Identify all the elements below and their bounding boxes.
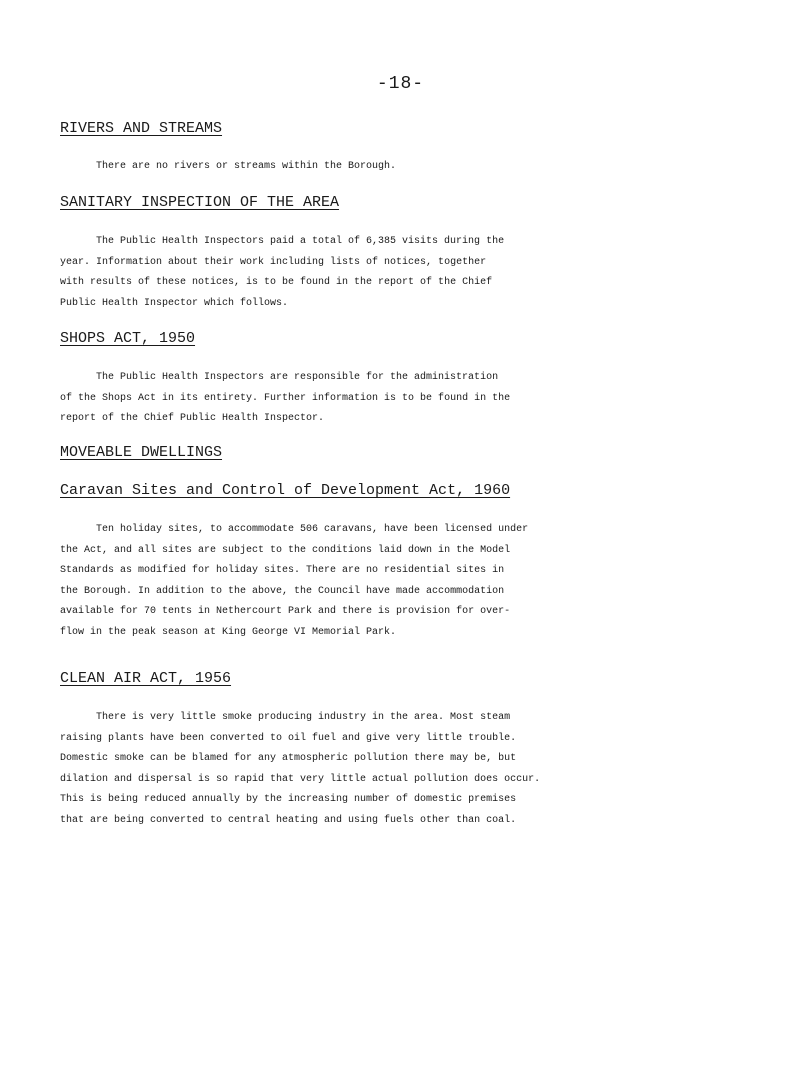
paragraph-line: the Act, and all sites are subject to the conditions laid down in the Model (60, 544, 511, 556)
paragraph-sanitary (60, 232, 800, 314)
paragraph-line: The Public Health Inspectors paid a total of 6,385 visits during the (96, 236, 505, 247)
paragraph-line: with results of these notices, is to be found in the report of the Chief (60, 277, 493, 288)
paragraph-line: dilation and dispersal is so rapid that very little actual pollution does occur. (60, 773, 541, 785)
paragraph-line: The Public Health Inspectors are responsible for the administration (96, 372, 499, 383)
heading-clean-air-act: CLEAN AIR ACT, 1956 (60, 670, 232, 687)
paragraph-line: available for 70 tents in Nethercourt Park and there is provision for over- (60, 606, 511, 617)
paragraph-line: There is very little smoke producing industry in the area. Most steam (96, 712, 511, 723)
paragraph-line: flow in the peak season at King George VI Memorial Park. (60, 626, 397, 638)
paragraph-line: This is being reduced annually by the increasing number of domestic premises (60, 794, 517, 805)
heading-rivers-and-streams: RIVERS AND STREAMS (60, 120, 223, 137)
paragraph-moveable-dwellings (60, 520, 800, 643)
paragraph-line: Standards as modified for holiday sites. There are no residential sites in (60, 565, 505, 576)
paragraph-line: of the Shops Act in its entirety. Further information is to be found in the (60, 392, 511, 404)
paragraph-clean-air (60, 708, 800, 831)
paragraph-line: report of the Chief Public Health Inspector. (60, 413, 325, 424)
subheading-caravan-sites-act: Caravan Sites and Control of Development Act, 1960 (60, 482, 511, 499)
paragraph-line: There are no rivers or streams within the Borough. (96, 161, 397, 172)
heading-sanitary-inspection: SANITARY INSPECTION OF THE AREA (60, 194, 340, 211)
paragraph-line: the Borough. In addition to the above, the Council have made accommodation (60, 585, 505, 597)
paragraph-line: Public Health Inspector which follows. (60, 297, 289, 309)
paragraph-line: that are being converted to central heating and using fuels other than coal. (60, 814, 517, 826)
paragraph-rivers (60, 157, 800, 178)
heading-shops-act: SHOPS ACT, 1950 (60, 330, 196, 347)
page-number: -18- (376, 74, 425, 94)
heading-moveable-dwellings: MOVEABLE DWELLINGS (60, 444, 223, 461)
paragraph-shops (60, 368, 800, 430)
paragraph-line: Ten holiday sites, to accommodate 506 caravans, have been licensed under (96, 524, 529, 535)
paragraph-line: year. Information about their work including lists of notices, together (60, 256, 487, 268)
paragraph-line: Domestic smoke can be blamed for any atmospheric pollution there may be, but (60, 753, 517, 764)
paragraph-line: raising plants have been converted to oil fuel and give very little trouble. (60, 732, 517, 744)
